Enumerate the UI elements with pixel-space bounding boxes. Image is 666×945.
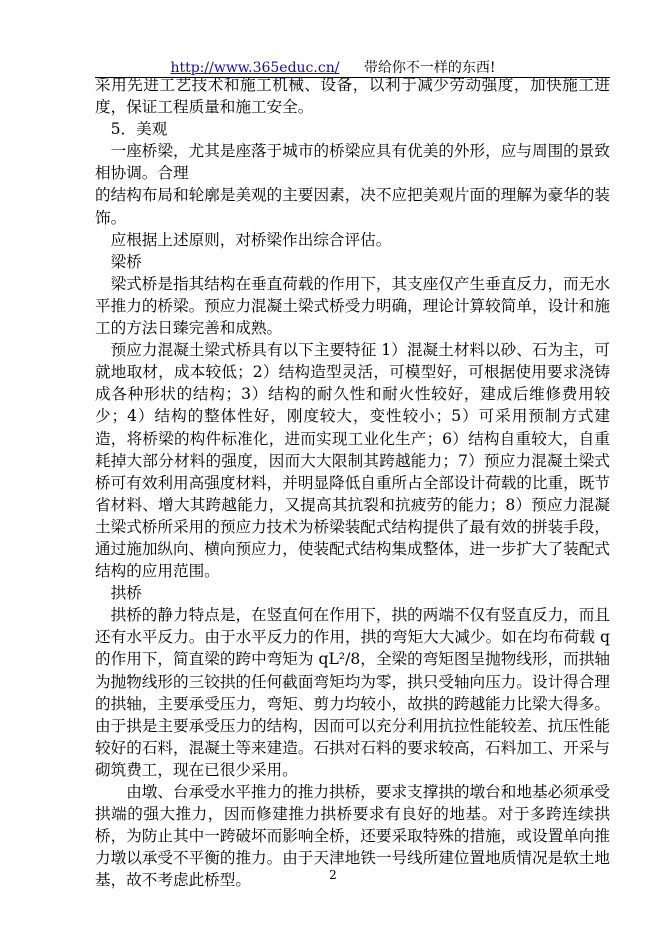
header-url-link[interactable]: http://www.365educ.cn/ [170,60,340,76]
paragraph: 由墩、台承受水平推力的推力拱桥，要求支撑拱的墩台和地基必须承受拱端的强大推力，因而修建推力拱桥要求有良好的地基。对于多跨连续拱桥，为防止其中一跨破坏而影响全桥，还要采取特殊的措施，或设置单向推力墩以承受不平衡的推力。由于天津地铁一号线所建位置地质情况是软土地基，故不考虑此桥型。 [95,783,610,890]
paragraph: 一座桥梁，尤其是座落于城市的桥梁应具有优美的外形，应与周围的景致相协调。合理 [95,142,610,183]
paragraph: 拱桥的静力特点是，在竖直何在作用下，拱的两端不仅有竖直反力，而且还有水平反力。由于水平反力的作用，拱的弯矩大大减少。如在均布荷载 q 的作用下，简直梁的跨中弯矩为 qL²/8，全梁的弯矩图呈抛物线形，而拱轴为抛物线形的三铰拱的任何截面弯矩均为零，拱只受轴向压力。设计得合理的拱轴，主要承受压力，弯矩、剪力均较小，故拱的跨越能力比梁大得多。由于拱是主要承受压力的结构，因而可以充分利用抗拉性能较差、抗压性能较好的石料，混凝土等来建造。石拱对石料的要求较高，石料加工、开采与砌筑费工，现在已很少采用。 [95,606,610,779]
section-heading-beam-bridge: 梁桥 [110,252,142,271]
page-number: 2 [329,868,337,882]
paragraph: 预应力混凝土梁式桥具有以下主要特征 1）混凝土材料以砂、石为主，可就地取材，成本较低；2）结构造型灵活，可模型好，可根据使用要求浇铸成各种形状的结构；3）结构的耐久性和耐火性较好，建成后维修费用较少；4）结构的整体性好，刚度较大，变性较小；5）可采用预制方式建造，将桥梁的构件标准化，进而实现工业化生产；6）结构自重较大，自重耗掉大部分材料的强度，因而大大限制其跨越能力；7）预应力混凝土梁式桥可有效利用高强度材料，并明显降低自重所占全部设计荷载的比重，既节省材料、增大其跨越能力，又提高其抗裂和抗疲劳的能力；8）预应力混凝土梁式桥所采用的预应力技术为桥梁装配式结构提供了最有效的拼装手段，通过施加纵向、横向预应力，使装配式结构集成整体，进一步扩大了装配式结构的应用范围。 [95,341,610,581]
paragraph: 应根据上述原则，对桥梁作出综合评估。 [110,230,392,249]
paragraph: 采用先进工艺技术和施工机械、设备，以利于减少劳动强度，加快施工进度，保证工程质量和施工安全。 [95,76,610,117]
paragraph: 的结构布局和轮廓是美观的主要因素，决不应把美观片面的理解为豪华的装饰。 [95,186,610,227]
section-heading-arch-bridge: 拱桥 [110,584,142,603]
document-body [95,74,610,891]
section-heading-aesthetics: 5．美观 [110,120,168,139]
header-slogan: 带给你不一样的东西! [363,60,496,76]
paragraph: 梁式桥是指其结构在垂直荷载的作用下，其支座仅产生垂直反力，而无水平推力的桥梁。预应力混凝土梁式桥受力明确，理论计算较简单，设计和施工的方法日臻完善和成熟。 [95,274,610,338]
